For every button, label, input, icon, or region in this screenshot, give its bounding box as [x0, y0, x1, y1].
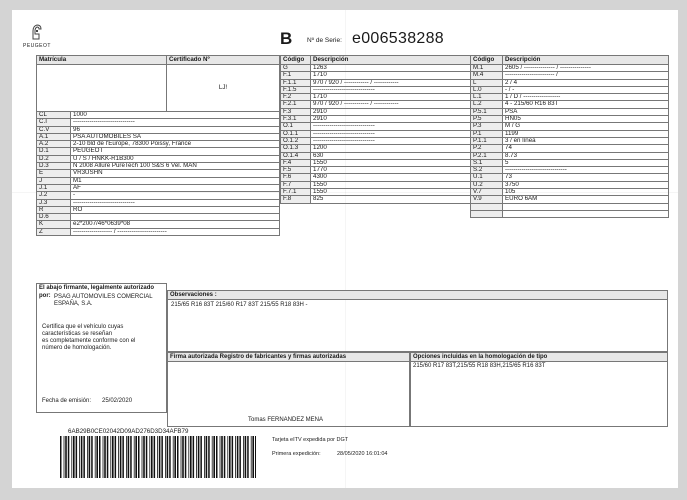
code-cell: C.I — [37, 119, 71, 126]
barcode-bar — [232, 436, 234, 478]
barcode-bar — [161, 436, 163, 478]
barcode-bar — [245, 436, 247, 478]
barcode-bar — [110, 436, 111, 478]
table-row — [471, 181, 669, 188]
value-cell — [71, 214, 280, 221]
table-row — [281, 159, 471, 166]
value-cell: 1710 — [311, 94, 471, 101]
barcode-bar — [146, 436, 148, 478]
value-cell: ------------------------------ — [503, 167, 669, 174]
code-cell: O.1.2 — [281, 137, 311, 144]
value-cell: M1 — [71, 177, 280, 184]
value-cell: ------------------- / ------------------------ — [71, 228, 280, 235]
code-cell: D.2 — [37, 155, 71, 162]
authorized-title: El abajo firmante, legalmente autorizado — [39, 285, 155, 291]
table-row — [37, 214, 280, 221]
opciones-title: Opciones incluidas en la homologación de tipo — [411, 353, 667, 362]
table-row — [281, 145, 471, 152]
table-row — [471, 101, 669, 108]
table-row — [281, 196, 471, 203]
table-row — [471, 174, 669, 181]
value-cell: M / G — [503, 123, 669, 130]
value-cell: 1 / D / ------------------ — [503, 94, 669, 101]
table-row — [471, 123, 669, 130]
barcode-bar — [60, 436, 62, 478]
barcode — [60, 436, 256, 478]
value-cell: 3750 — [503, 181, 669, 188]
table-row — [281, 123, 471, 130]
barcode-bar — [188, 436, 189, 478]
table-row — [281, 174, 471, 181]
code-cell: L.2 — [471, 101, 503, 108]
code-cell: J — [37, 177, 71, 184]
table-row — [281, 189, 471, 196]
barcode-bar — [104, 436, 106, 478]
barcode-bar — [126, 436, 127, 478]
code-cell: D.3 — [37, 163, 71, 170]
code-cell: K — [37, 221, 71, 228]
value-cell — [503, 210, 669, 217]
code-cell: F.1.1 — [281, 79, 311, 86]
value-cell: 5 — [503, 159, 669, 166]
code-cell: S.2 — [471, 167, 503, 174]
value-cell: N 2008 Allure PureTech 100 S&S 6 Vel. MAN — [71, 163, 280, 170]
barcode-bar — [237, 436, 239, 478]
code-cell: C.V — [37, 126, 71, 133]
table-row — [281, 65, 471, 72]
firma-box — [167, 352, 410, 427]
cert-line: características se reseñan — [42, 331, 113, 337]
table-row — [471, 196, 669, 203]
code-cell: F.8 — [281, 196, 311, 203]
table-row — [471, 203, 669, 210]
value-cell: ------------------------------ — [71, 119, 280, 126]
code-cell: F.7.1 — [281, 189, 311, 196]
value-cell: 825 — [311, 196, 471, 203]
code-cell — [471, 210, 503, 217]
code-cell: V.9 — [471, 196, 503, 203]
barcode-bar — [196, 436, 197, 478]
code-cell: P.5.1 — [471, 108, 503, 115]
table-row — [471, 116, 669, 123]
code-cell: F.6 — [281, 174, 311, 181]
code-cell: A.1 — [37, 133, 71, 140]
barcode-bar — [130, 436, 132, 478]
barcode-bar — [112, 436, 114, 478]
code-cell: L — [471, 79, 503, 86]
value-cell: ------------------------------ — [311, 130, 471, 137]
barcode-bar — [120, 436, 122, 478]
table-row — [37, 192, 280, 199]
value-cell — [503, 203, 669, 210]
value-cell: PSA — [503, 108, 669, 115]
barcode-bar — [213, 436, 215, 478]
authorized-box — [36, 283, 167, 413]
code-cell: A.2 — [37, 141, 71, 148]
fecha-emision-value: 25/02/2020 — [102, 398, 133, 404]
value-cell: 970 / 920 / ------------ / ------------ — [311, 79, 471, 86]
barcode-bar — [216, 436, 218, 478]
code-cell: P.2 — [471, 145, 503, 152]
opciones-text: 215/60 R17 83T,215/55 R18 83H,215/65 R16 83T — [413, 363, 546, 369]
table-row — [471, 137, 669, 144]
code-cell: U.1 — [471, 174, 503, 181]
barcode-bar — [177, 436, 179, 478]
code-cell: L.1 — [471, 94, 503, 101]
value-cell: 1000 — [71, 112, 280, 119]
value-cell: 105 — [503, 189, 669, 196]
observaciones-text: 215/65 R16 83T 215/60 R17 83T 215/55 R18 83H - — [171, 302, 308, 308]
barcode-bar — [193, 436, 195, 478]
barcode-bar — [65, 436, 67, 478]
code-cell: J.1 — [37, 184, 71, 191]
value-cell: ------------------------------ — [311, 123, 471, 130]
barcode-bar — [243, 436, 244, 478]
observaciones-title: Observaciones : — [168, 291, 667, 300]
value-cell: ------------------------------ — [311, 86, 471, 93]
barcode-bar — [64, 436, 65, 478]
barcode-bar — [122, 436, 124, 478]
value-cell: RO — [71, 206, 280, 213]
value-cell: e2*2007/46*0639*08 — [71, 221, 280, 228]
serie-number: e006538288 — [352, 30, 444, 47]
code-cell: F.1 — [281, 72, 311, 79]
value-cell: 2605 / --------------- / --------------- — [503, 65, 669, 72]
table-row — [281, 72, 471, 79]
table-row — [37, 184, 280, 191]
code-cell: F.5 — [281, 167, 311, 174]
barcode-bar — [224, 436, 226, 478]
barcode-bar — [221, 436, 223, 478]
value-cell: HN05 — [503, 116, 669, 123]
table-row — [471, 159, 669, 166]
code-cell: M.1 — [471, 65, 503, 72]
table-row — [281, 152, 471, 159]
table-row — [281, 108, 471, 115]
code-cell: U.2 — [471, 181, 503, 188]
barcode-bar — [185, 436, 187, 478]
observaciones-box — [167, 290, 668, 352]
table-row — [37, 148, 280, 155]
barcode-bar — [89, 436, 91, 478]
value-cell: ------------------------------ — [71, 199, 280, 206]
barcode-bar — [255, 436, 256, 478]
code-cell: P.5 — [471, 116, 503, 123]
barcode-bar — [142, 436, 143, 478]
value-cell: 1199 — [503, 130, 669, 137]
code-cell: J.3 — [37, 199, 71, 206]
table-row — [37, 112, 280, 119]
value-cell: PSA AUTOMOBILES SA — [71, 133, 280, 140]
document-letter: B — [280, 29, 293, 48]
code-cell: O.1 — [281, 123, 311, 130]
barcode-bar — [154, 436, 156, 478]
value-cell: 2 / 4 — [503, 79, 669, 86]
barcode-bar — [206, 436, 208, 478]
barcode-bar — [135, 436, 137, 478]
barcode-bar — [143, 436, 145, 478]
por-label: por: — [39, 293, 51, 299]
barcode-bar — [151, 436, 153, 478]
barcode-bar — [91, 436, 93, 478]
table-row — [281, 130, 471, 137]
value-cell: VR3USHN — [71, 170, 280, 177]
code-cell: S.1 — [471, 159, 503, 166]
certificado-value: LJ! — [167, 65, 280, 112]
code-cell: G — [281, 65, 311, 72]
value-cell: ------------------------------ — [311, 137, 471, 144]
table-row — [281, 101, 471, 108]
table-row — [281, 79, 471, 86]
table-row — [37, 206, 280, 213]
code-cell: F.7 — [281, 181, 311, 188]
table-row — [471, 167, 669, 174]
value-cell: 970 / 920 / ------------ / ------------ — [311, 101, 471, 108]
barcode-bar — [229, 436, 231, 478]
barcode-bar — [134, 436, 135, 478]
barcode-bar — [173, 436, 174, 478]
table-row — [37, 119, 280, 126]
code-cell: R — [37, 206, 71, 213]
barcode-bar — [165, 436, 166, 478]
code-cell: D.6 — [37, 214, 71, 221]
firma-title: Firma autorizada Registro de fabricantes y firmas autorizadas — [168, 353, 409, 362]
col-codigo: Código — [471, 56, 503, 65]
value-cell: 4300 — [311, 174, 471, 181]
code-cell: F.2 — [281, 94, 311, 101]
value-cell: PEUGEOT — [71, 148, 280, 155]
code-cell: F.2.1 — [281, 101, 311, 108]
table-row — [471, 65, 669, 72]
barcode-bar — [169, 436, 171, 478]
value-cell: 1770 — [311, 167, 471, 174]
value-cell: 1200 — [311, 145, 471, 152]
barcode-bar — [251, 436, 252, 478]
code-cell: P.3 — [471, 123, 503, 130]
barcode-bar — [87, 436, 88, 478]
value-cell: 1550 — [311, 189, 471, 196]
cert-line: es completamente conforme con el — [42, 338, 136, 344]
code-cell: F.4 — [281, 159, 311, 166]
value-cell: 8.73 — [503, 152, 669, 159]
table-row — [281, 86, 471, 93]
value-cell: 74 — [503, 145, 669, 152]
barcode-bar — [128, 436, 130, 478]
barcode-bar — [107, 436, 109, 478]
barcode-bar — [68, 436, 70, 478]
barcode-bar — [204, 436, 205, 478]
code-cell: O.1.1 — [281, 130, 311, 137]
value-cell: AF — [71, 184, 280, 191]
code-cell: D.1 — [37, 148, 71, 155]
barcode-bar — [73, 436, 75, 478]
table-row — [281, 94, 471, 101]
value-cell: EURO 6AM — [503, 196, 669, 203]
value-cell: 2-10 bld de l'Europe, 78300 Poissy, France — [71, 141, 280, 148]
table-row — [471, 72, 669, 79]
value-cell: - — [71, 192, 280, 199]
cert-text — [42, 324, 135, 352]
barcode-bar — [76, 436, 78, 478]
table-row — [37, 133, 280, 140]
value-cell: 1263 — [311, 65, 471, 72]
barcode-bar — [157, 436, 158, 478]
code-cell: V.7 — [471, 189, 503, 196]
peugeot-logo — [22, 22, 52, 49]
code-cell: O.1.4 — [281, 152, 311, 159]
itv-text: Tarjeta eITV expedida por DGT — [272, 437, 349, 443]
lion-icon — [27, 22, 47, 42]
barcode-bar — [149, 436, 150, 478]
barcode-bar — [95, 436, 96, 478]
table-row — [471, 152, 669, 159]
code-cell: M.4 — [471, 72, 503, 79]
code-cell: P.1 — [471, 130, 503, 137]
barcode-bar — [118, 436, 119, 478]
left-table — [36, 55, 280, 236]
code-cell: F.3 — [281, 108, 311, 115]
hash-code: 6AB29B0CE02042D09AD276D3D34AFB79 — [68, 428, 189, 435]
table-row — [281, 116, 471, 123]
table-row — [37, 177, 280, 184]
value-cell: 1710 — [311, 72, 471, 79]
signer-name: Tomas FERNANDEZ MENA — [248, 417, 324, 423]
barcode-bar — [220, 436, 221, 478]
cert-line: Certifica que el vehículo cuyas — [42, 324, 124, 330]
primera-value: 28/05/2020 16:01:04 — [337, 451, 388, 457]
col-descripcion: Descripción — [503, 56, 669, 65]
col-descripcion: Descripción — [311, 56, 471, 65]
cert-line: número de homologación. — [42, 345, 112, 351]
brand-name: PEUGEOT — [23, 43, 51, 49]
matricula-cell — [37, 65, 167, 112]
barcode-bar — [227, 436, 228, 478]
value-cell: 2910 — [311, 108, 471, 115]
table-row — [471, 108, 669, 115]
value-cell: 96 — [71, 126, 280, 133]
table-row — [281, 167, 471, 174]
value-cell: ------------------------ / — [503, 72, 669, 79]
barcode-bar — [252, 436, 254, 478]
por-value: PSAG AUTOMOVILES COMERCIAL ESPAÑA, S.A. — [54, 294, 153, 307]
code-cell — [471, 203, 503, 210]
table-row — [37, 141, 280, 148]
barcode-bar — [200, 436, 202, 478]
value-cell: 4 - 215/60 R16 83T — [503, 101, 669, 108]
code-cell: O.1.3 — [281, 145, 311, 152]
table-row — [37, 228, 280, 235]
table-row — [471, 86, 669, 93]
barcode-bar — [83, 436, 85, 478]
opciones-box — [410, 352, 668, 427]
barcode-bar — [81, 436, 83, 478]
table-row — [37, 163, 280, 170]
right-table — [470, 55, 669, 218]
value-cell: 3 / en línea — [503, 137, 669, 144]
value-cell: 1550 — [311, 159, 471, 166]
code-cell: L.0 — [471, 86, 503, 93]
barcode-bar — [239, 436, 241, 478]
barcode-bar — [174, 436, 176, 478]
barcode-bar — [181, 436, 182, 478]
table-row — [37, 170, 280, 177]
code-cell: Z — [37, 228, 71, 235]
table-row — [37, 199, 280, 206]
barcode-bar — [208, 436, 210, 478]
serie-label: Nº de Serie: — [307, 37, 342, 44]
fecha-emision-label: Fecha de emisión: — [42, 398, 92, 404]
value-cell: 1550 — [311, 181, 471, 188]
value-cell: 630 — [311, 152, 471, 159]
table-row — [471, 79, 669, 86]
table-row — [37, 221, 280, 228]
barcode-bar — [138, 436, 140, 478]
col-certificado: Certificado Nº — [167, 56, 280, 65]
primera-label: Primera expedición: — [272, 451, 321, 457]
barcode-bar — [212, 436, 213, 478]
table-row — [281, 137, 471, 144]
barcode-bar — [71, 436, 72, 478]
value-cell: - / - — [503, 86, 669, 93]
code-cell: F.3.1 — [281, 116, 311, 123]
code-cell: CL — [37, 112, 71, 119]
barcode-bar — [103, 436, 104, 478]
barcode-bar — [190, 436, 192, 478]
table-row — [37, 126, 280, 133]
value-cell: U / S / HNKK-R1B300 — [71, 155, 280, 162]
table-row — [471, 145, 669, 152]
code-cell: F.1.5 — [281, 86, 311, 93]
barcode-bar — [99, 436, 101, 478]
col-matricula: Matrícula — [37, 56, 167, 65]
value-cell: 73 — [503, 174, 669, 181]
table-row — [471, 94, 669, 101]
barcode-bar — [182, 436, 184, 478]
table-row — [471, 130, 669, 137]
barcode-bar — [96, 436, 98, 478]
code-cell: P.1.1 — [471, 137, 503, 144]
table-row — [37, 155, 280, 162]
barcode-bar — [235, 436, 236, 478]
value-cell: 2910 — [311, 116, 471, 123]
code-cell: P.2.1 — [471, 152, 503, 159]
table-row — [471, 210, 669, 217]
barcode-bar — [79, 436, 80, 478]
code-cell: E — [37, 170, 71, 177]
code-cell: J.2 — [37, 192, 71, 199]
table-row — [281, 181, 471, 188]
barcode-bar — [159, 436, 161, 478]
barcode-bar — [167, 436, 169, 478]
middle-table — [280, 55, 471, 204]
barcode-bar — [247, 436, 249, 478]
table-row — [471, 189, 669, 196]
barcode-bar — [115, 436, 117, 478]
barcode-bar — [198, 436, 200, 478]
col-codigo: Código — [281, 56, 311, 65]
